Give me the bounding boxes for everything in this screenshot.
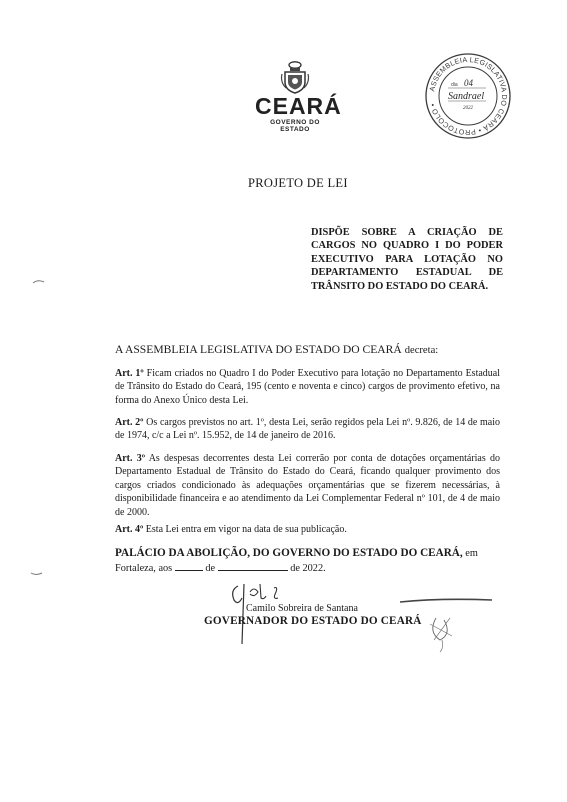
closing-palace-name: PALÁCIO DA ABOLIÇÃO, DO GOVERNO DO ESTADO DO CEARÁ, <box>115 547 463 559</box>
article-label: Art. 2º <box>115 417 144 428</box>
stamp-date-label: dia <box>451 82 458 88</box>
margin-mark <box>32 278 46 286</box>
preamble <box>115 343 535 356</box>
margin-mark <box>30 570 44 578</box>
closing-city: em Fortaleza, aos <box>115 548 478 574</box>
month-blank <box>218 561 288 571</box>
preamble-body: A ASSEMBLEIA LEGISLATIVA DO ESTADO DO CEARÁ <box>115 343 402 356</box>
stamp-handwritten-name: Sandrael <box>448 91 485 102</box>
stamp-handwritten-year: 2022 <box>463 106 473 111</box>
bill-summary: DISPÕE SOBRE A CRIAÇÃO DE CARGOS NO QUADRO I DO PODER EXECUTIVO PARA LOTAÇÃO NO DEPARTAMENTO ESTADUAL DE TRÂNSITO DO ESTADO DO CEARÁ. <box>311 227 503 292</box>
signer-name: Camilo Sobreira de Santana <box>246 603 358 614</box>
coat-of-arms-icon <box>280 60 310 94</box>
article-label: Art. 1º <box>115 368 144 379</box>
stamp-ring-text: ASSEMBLEIA LEGISLATIVA DO CEARÁ • PROTOCOLO • <box>427 54 510 138</box>
preamble-verb: decreta: <box>404 345 439 356</box>
closing-de: de <box>205 563 216 574</box>
article-2 <box>115 416 500 443</box>
article-3 <box>115 452 500 519</box>
handwritten-rubric <box>400 590 500 660</box>
protocol-stamp <box>424 52 512 140</box>
article-text: Os cargos previstos no art. 1º, desta Lei, serão regidos pela Lei nº. 9.826, de 14 de maio de 1974, c/c a Lei nº. 15.952, de 14 de janeiro de 2016. <box>115 417 500 442</box>
article-label: Art. 4º <box>115 524 144 535</box>
article-1 <box>115 367 500 407</box>
brand-wordmark: CEARÁ <box>255 93 342 119</box>
stamp-handwritten-number: 04 <box>464 78 473 88</box>
closing-year: de 2022. <box>290 563 326 574</box>
article-4 <box>115 523 500 536</box>
signer-title: GOVERNADOR DO ESTADO DO CEARÁ <box>204 615 422 627</box>
document-title: PROJETO DE LEI <box>248 176 348 190</box>
article-text: Esta Lei entra em vigor na data de sua publicação. <box>145 524 347 535</box>
closing-clause <box>115 546 510 576</box>
article-text: As despesas decorrentes desta Lei correrão por conta de dotações orçamentárias do Departamento Estadual de Trânsito do Estado do Ceará, ficando qualquer provimento dos cargos criados condicionado às adequações orçamentárias que se fizerem necessárias, à disponibilidade financeira e ao atendimento da Lei Complementar Federal nº 101, de 4 de maio de 2000. <box>115 453 500 518</box>
ceara-government-logo <box>255 60 342 133</box>
article-text: Ficam criados no Quadro I do Poder Executivo para lotação no Departamento Estadual de Trânsito do Estado do Ceará, 195 (cento e noventa e cinco) cargos de provimento efetivo, na forma do Anexo Único desta Lei. <box>115 368 501 406</box>
brand-subtitle: GOVERNO DO ESTADO <box>270 119 320 133</box>
day-blank <box>175 561 203 571</box>
article-label: Art. 3º <box>115 453 146 464</box>
